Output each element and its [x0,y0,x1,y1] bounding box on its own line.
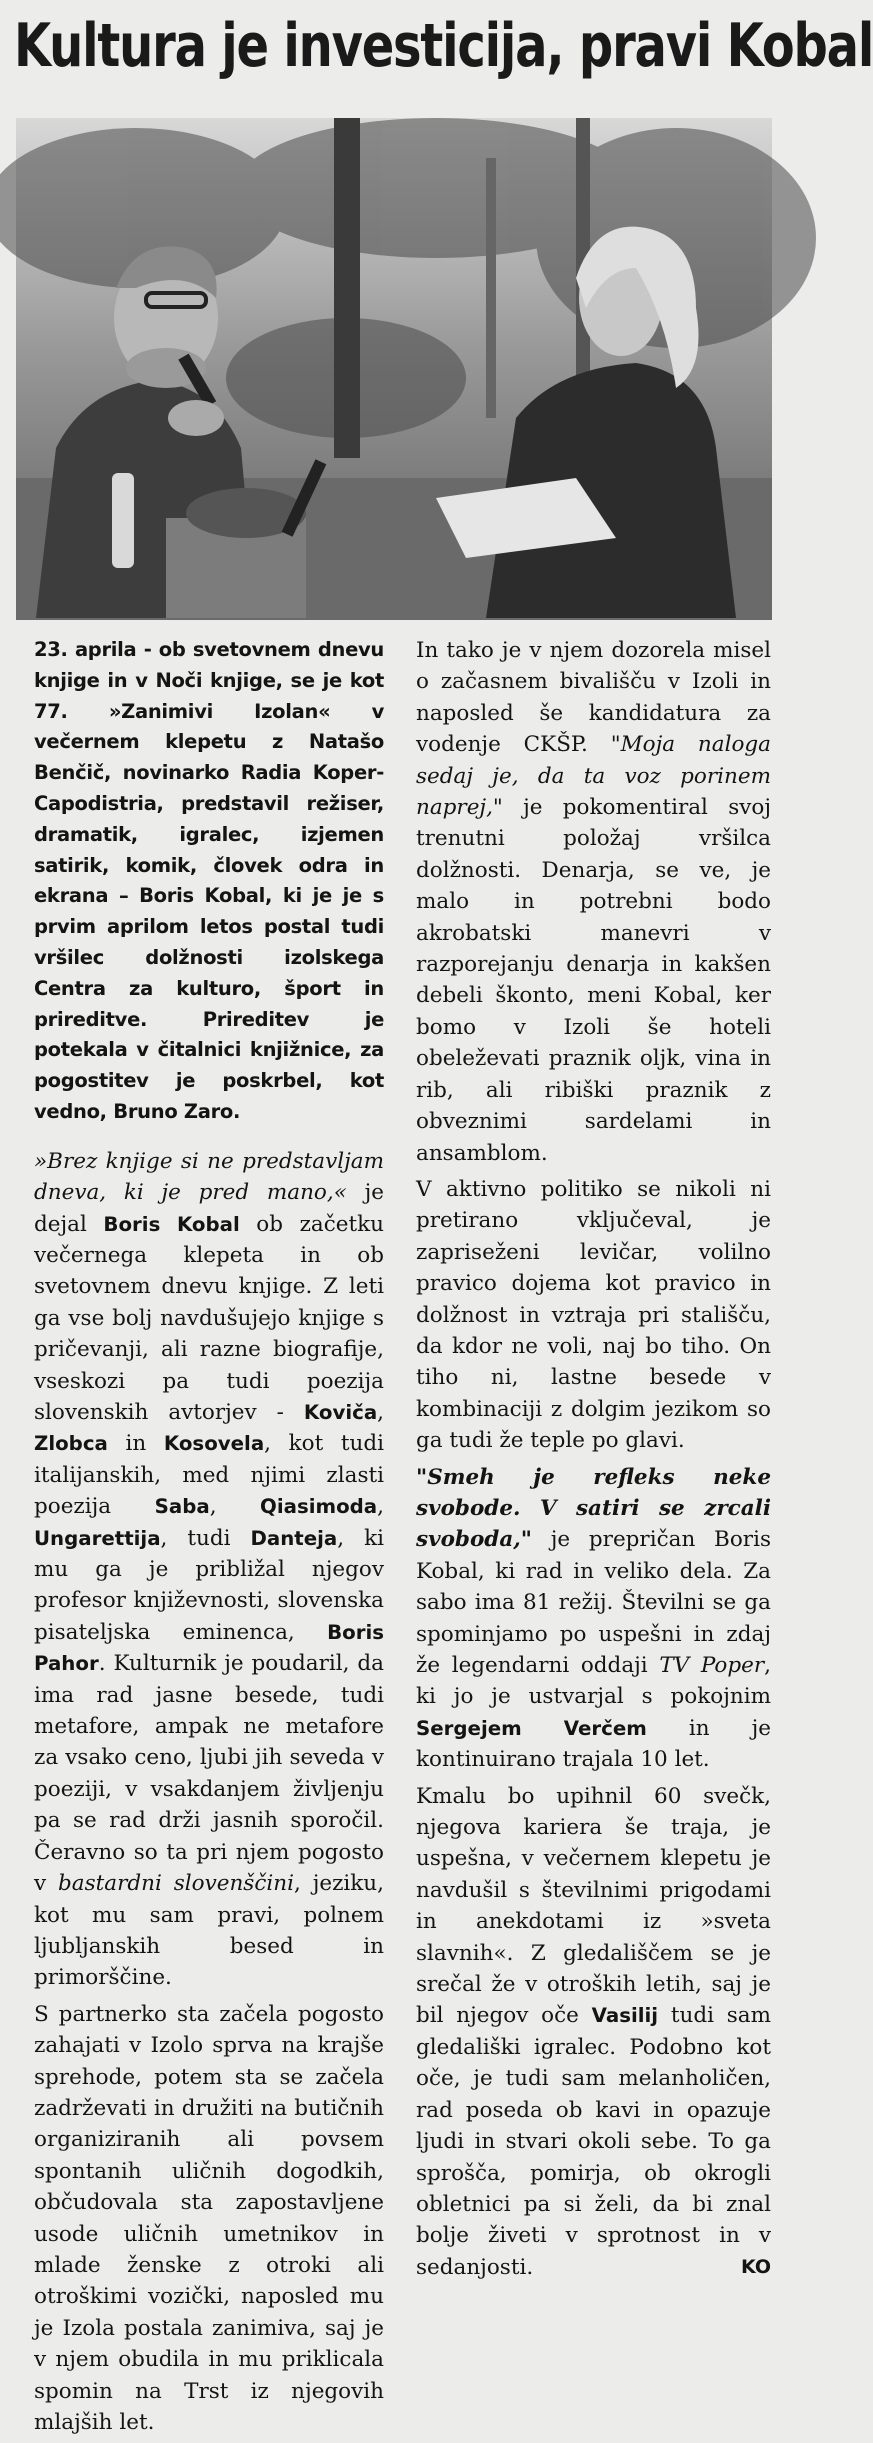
article-paragraph-4: V aktivno politiko se nikoli ni pretirano vključeval, je zapriseženi levičar, volilno pravico dojema kot pravico in dolžnost in vztraja pri stališču, da kdor ne voli, naj bo tiho. On tiho ni, lastne besede v kombinaciji z dolgim jezikom so ga tudi že teple po glavi. [416,1176,771,1454]
article-paragraph-3: In tako je v njem dozorela misel o začasnem bivališču v Izoli in naposled še kandidatura za vodenje CKŠP. "Moja naloga sedaj je, da ta voz porinem naprej," je pokomentiral svoj trenutni položaj vršilca dolžnosti. Denarja, se ve, je malo in potrebni bodo akrobatski manevri v razporejanju denarja in kakšen debeli škonto, meni Kobal, ker bomo v Izoli še hoteli obeleževati praznik oljk, vina in rib, ali ribiški praznik z obveznimi sardelami in ansamblom. [416,638,771,1166]
article-paragraph-6: Kmalu bo upihnil 60 svečk, njegova kariera še traja, je uspešna, v večernem klepetu je navdušil s številnimi prigodami in anekdotami iz »sveta slavnih«. Z gledališčem se je srečal že v otroških letih, saj je bil njegov oče Vasilij tudi sam gledališki igralec. Podobno kot oče, je tudi sam melanholičen, rad poseda ob kavi in opazuje ljudi in stvari okoli sebe. To ga sprošča, pomirja, ob okrogli obletnici pa si želi, da bi znal bolje živeti v sprotnost in v sedanjosti. KO [416,1781,771,2284]
interview-photo [16,118,772,620]
text-column-left [34,635,384,2443]
text-column-right [416,635,771,2288]
article-paragraph-1: »Brez knjige si ne predstavljam dneva, ki je pred mano,« je dejal Boris Kobal ob začetku večernega klepeta in ob svetovnem dnevu knjige. Z leti ga vse bolj navdušujejo knjige s pričevanji, ali razne biografije, vseskozi pa tudi poezija slovenskih avtorjev - Koviča, Zlobca in Kosovela, kot tudi italijanskih, med njimi zlasti poezija Saba, Qiasimoda, Ungarettija, tudi Danteja, ki mu ga je približal njegov profesor književnosti, slovenska pisateljska eminenca, Boris Pahor. Kulturnik je poudaril, da ima rad jasne besede, tudi metafore, ampak ne metafore za vsako ceno, ljubi jih seveda v poeziji, v vsakdanjem življenju pa se rad drži jasnih sporočil. Čeravno so ta pri njem pogosto v bastardni slovenščini, jeziku, kot mu sam pravi, polnem ljubljanskih besed in primorščine. [34,1148,384,1991]
headline: Kultura je investicija, pravi Kobal [14,11,873,81]
article-paragraph-5: "Smeh je refleks neke svobode. V satiri se zrcali svoboda," je prepričan Boris Kobal, ki rad in veliko dela. Za sabo ima 81 režij. Številni se ga spominjamo po uspešni in zdaj že legendarni oddaji TV Poper, ki jo je ustvarjal s pokojnim Sergejem Verčem in je kontinuirano trajala 10 let. [416,1464,771,1773]
article-paragraph-2: S partnerko sta začela pogosto zahajati v Izolo sprva na krajše sprehode, potem sta se začela zadrževati in družiti na butičnih organiziranih ali povsem spontanih uličnih dogodkih, občudovala sta zapostavljene usode uličnih umetnikov in mlade ženske z otroki ali otroškimi vozički, naposled mu je Izola postala zanimiva, saj je v njem obudila in mu priklicala spomin na Trst iz njegovih mlajših let. [34,2001,384,2435]
lead-paragraph: 23. aprila - ob svetovnem dnevu knjige in v Noči knjige, se je kot 77. »Zanimivi Izolan« v večernem klepetu z Natašo Benčič, novinarko Radia Koper-Capodistria, predstavil režiser, dramatik, igralec, izjemen satirik, komik, človek odra in ekrana – Boris Kobal, ki je je s prvim aprilom letos postal tudi vršilec dolžnosti izolskega Centra za kulturo, šport in prireditve. Prireditev je potekala v čitalnici knjižnice, za pogostitev je poskrbel, kot vedno, Bruno Zaro. [34,638,384,1123]
author-signature: KO [740,2255,771,2278]
